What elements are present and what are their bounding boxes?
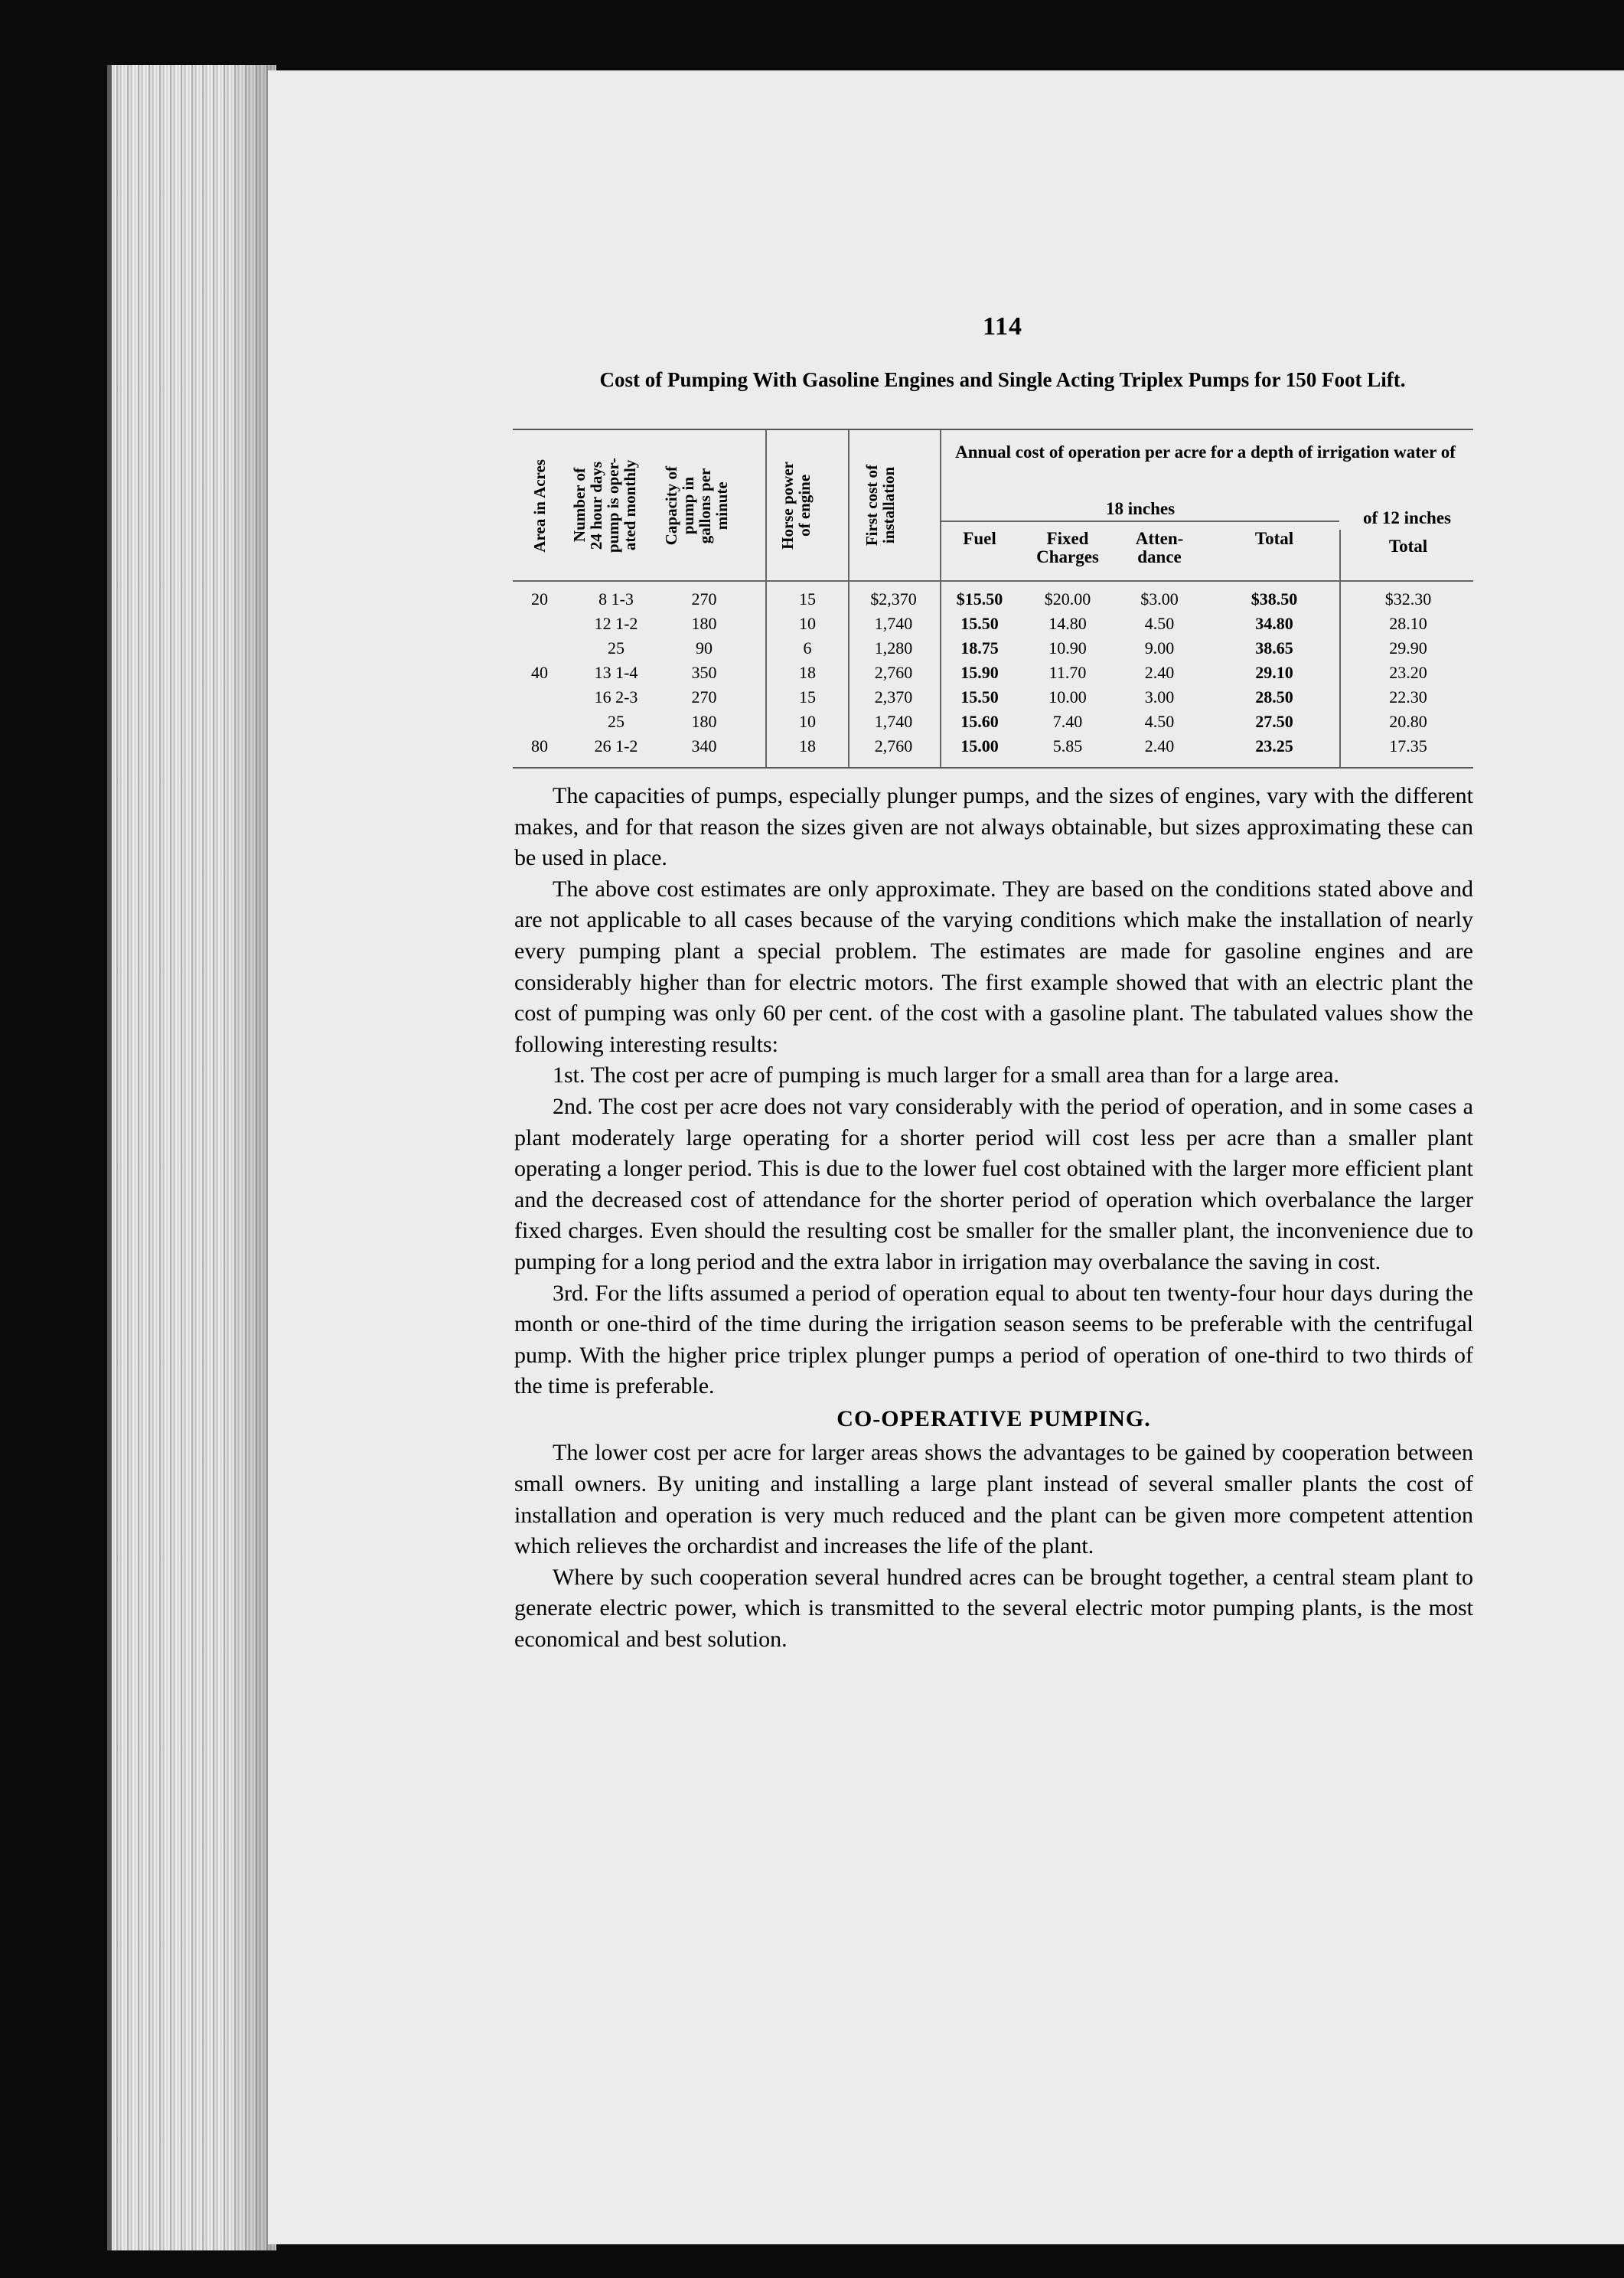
cell-total: $38.50: [1251, 589, 1298, 609]
header-attendance: Atten-dance: [1135, 529, 1184, 566]
cell-fixed: 10.00: [1048, 687, 1087, 707]
paragraph: Where by such cooperation several hundred acres can be brought together, a central steam plant to generate electric power, which is transmitted to the several electric motor pumping plants, is the most economical and best solution.: [514, 1564, 1473, 1653]
cell-hp: 18: [799, 736, 816, 756]
cell-fuel: 15.60: [960, 712, 999, 731]
cell-fixed: $20.00: [1044, 589, 1091, 609]
cell-capacity: 270: [691, 687, 717, 707]
cell-first-cost: 1,740: [874, 712, 913, 731]
cell-total12: 29.90: [1389, 638, 1427, 658]
cell-total: 27.50: [1255, 712, 1293, 731]
table-row: [513, 736, 1473, 760]
cell-first-cost: 2,760: [874, 663, 913, 682]
header-total-12: Total: [1388, 537, 1428, 556]
paragraph: 2nd. The cost per acre does not vary considerably with the period of operation, and in some cases a plant moderately large operating for a shorter period will cost less per acre than a smaller plant operating a longer period. This is due to the lower fuel cost obtained with the larger more efficient plant and the decreased cost of attendance for the shorter period of operation which overbalance the larger fixed charges. Even should the resulting cost be smaller for the smaller plant, the inconvenience due to pumping for a long period and the extra labor in irrigation may overbalance the saving in cost.: [514, 1093, 1473, 1274]
cell-total12: 20.80: [1389, 712, 1427, 731]
cell-days: 13 1-4: [594, 663, 638, 682]
cell-hp: 15: [799, 687, 816, 707]
paragraph: The capacities of pumps, especially plunger pumps, and the sizes of engines, vary with the different makes, and for that reason the sizes given are not always obtainable, but sizes approximating these can be used in place.: [514, 783, 1473, 871]
cell-area: 40: [531, 663, 548, 682]
cell-attendance: 9.00: [1144, 638, 1175, 658]
page-number: 114: [982, 312, 1023, 341]
header-12-inches: of 12 inches: [1363, 508, 1451, 527]
cell-hp: 18: [799, 663, 816, 682]
cell-total12: 22.30: [1389, 687, 1427, 707]
header-capacity: Capacity of pump in gallons per minute: [662, 465, 731, 546]
paragraph: The above cost estimates are only approximate. They are based on the conditions stated above and are not applicable to all cases because of the varying conditions which make the installation of nearly every pumping plant a special problem. The estimates are made for gasoline engines and are considerably higher than for electric motors. The first example showed that with an electric plant the cost of pumping was only 60 per cent. of the cost with a gasoline plant. The tabulated values show the following interesting results:: [514, 876, 1473, 1057]
paragraph: 3rd. For the lifts assumed a period of operation equal to about ten twenty-four hour days during the month or one-third of the time during the irrigation season seems to be preferable with the centrifugal pump. With the higher price triplex plunger pumps a period of operation of one-third to two thirds of the time is preferable.: [514, 1280, 1473, 1399]
cell-fuel: 15.50: [960, 614, 999, 633]
header-total: Total: [1254, 529, 1294, 548]
table-row: [513, 614, 1473, 638]
table-row: [513, 687, 1473, 711]
paragraph: The lower cost per acre for larger areas shows the advantages to be gained by cooperation between small owners. By uniting and installing a large plant instead of several smaller plants the cost of installation and operation is very much reduced and the plant can be given more competent attention which relieves the orchardist and increases the life of the plant.: [514, 1440, 1473, 1559]
cell-fuel: 15.90: [960, 663, 999, 682]
cell-attendance: 3.00: [1144, 687, 1175, 707]
cell-first-cost: 1,740: [874, 614, 913, 633]
table-row: [513, 712, 1473, 736]
header-first-cost: First cost of installation: [863, 465, 898, 547]
cell-capacity: 180: [691, 712, 717, 731]
cell-capacity: 270: [691, 589, 717, 609]
cell-attendance: 4.50: [1144, 712, 1175, 731]
table-row: [513, 663, 1473, 687]
cell-days: 16 2-3: [594, 687, 638, 707]
cell-area: 80: [531, 736, 548, 756]
paragraph: 1st. The cost per acre of pumping is much larger for a small area than for a large area.: [553, 1062, 1339, 1088]
cell-hp: 6: [803, 638, 812, 658]
header-horse-power: Horse power of engine: [778, 462, 814, 550]
cell-attendance: 4.50: [1144, 614, 1175, 633]
cell-total12: 17.35: [1389, 736, 1427, 756]
cell-first-cost: 2,370: [874, 687, 913, 707]
cell-days: 25: [608, 712, 624, 731]
table-row: [513, 589, 1473, 613]
subheader-rule: [941, 521, 1339, 522]
cell-area: 20: [531, 589, 548, 609]
cell-total12: 23.20: [1389, 663, 1427, 682]
cell-fixed: 14.80: [1048, 614, 1087, 633]
cell-capacity: 340: [691, 736, 717, 756]
header-annual-cost: Annual cost of operation per acre for a depth of irrigation water of: [955, 442, 1456, 462]
cell-days: 26 1-2: [594, 736, 638, 756]
cell-fuel: 15.50: [960, 687, 999, 707]
paragraphs: [514, 781, 1473, 1402]
cell-first-cost: $2,370: [870, 589, 917, 609]
cell-fixed: 7.40: [1052, 712, 1083, 731]
cell-capacity: 180: [691, 614, 717, 633]
cell-days: 25: [608, 638, 624, 658]
cell-total12: 28.10: [1389, 614, 1427, 633]
cell-first-cost: 1,280: [874, 638, 913, 658]
cell-attendance: 2.40: [1144, 663, 1175, 682]
cell-attendance: 2.40: [1144, 736, 1175, 756]
header-fuel: Fuel: [963, 529, 996, 548]
cell-attendance: $3.00: [1140, 589, 1179, 609]
cell-total: 29.10: [1255, 663, 1293, 682]
header-rule: [513, 580, 1473, 582]
cell-first-cost: 2,760: [874, 736, 913, 756]
cell-total: 38.65: [1255, 638, 1293, 658]
cell-total12: $32.30: [1384, 589, 1432, 609]
cell-hp: 10: [799, 712, 816, 731]
cost-table: [513, 429, 1473, 769]
header-18-inches: 18 inches: [1105, 499, 1176, 518]
cell-capacity: 90: [696, 638, 713, 658]
cell-fixed: 5.85: [1052, 736, 1083, 756]
header-days: Number of 24 hour days pump is oper- ated monthly: [570, 458, 639, 553]
body-text: [514, 781, 1473, 1656]
cell-capacity: 350: [691, 663, 717, 682]
cell-hp: 10: [799, 614, 816, 633]
table-title: Cost of Pumping With Gasoline Engines and Single Acting Triplex Pumps for 150 Foot Lift.: [599, 368, 1406, 391]
header-area: Area in Acres: [530, 459, 549, 553]
cell-fuel: 18.75: [960, 638, 999, 658]
cell-days: 8 1-3: [598, 589, 634, 609]
cell-hp: 15: [799, 589, 816, 609]
cell-total: 23.25: [1255, 736, 1293, 756]
cell-total: 34.80: [1255, 614, 1293, 633]
cell-total: 28.50: [1255, 687, 1293, 707]
table-row: [513, 638, 1473, 662]
section-heading: CO-OPERATIVE PUMPING.: [836, 1405, 1151, 1431]
cell-days: 12 1-2: [594, 614, 638, 633]
cell-fixed: 11.70: [1048, 663, 1087, 682]
header-fixed-charges: Fixed Charges: [1036, 529, 1099, 566]
cell-fuel: 15.00: [960, 736, 999, 756]
cell-fuel: $15.50: [956, 589, 1003, 609]
paragraphs-cooperative: [514, 1438, 1473, 1655]
cell-fixed: 10.90: [1048, 638, 1087, 658]
